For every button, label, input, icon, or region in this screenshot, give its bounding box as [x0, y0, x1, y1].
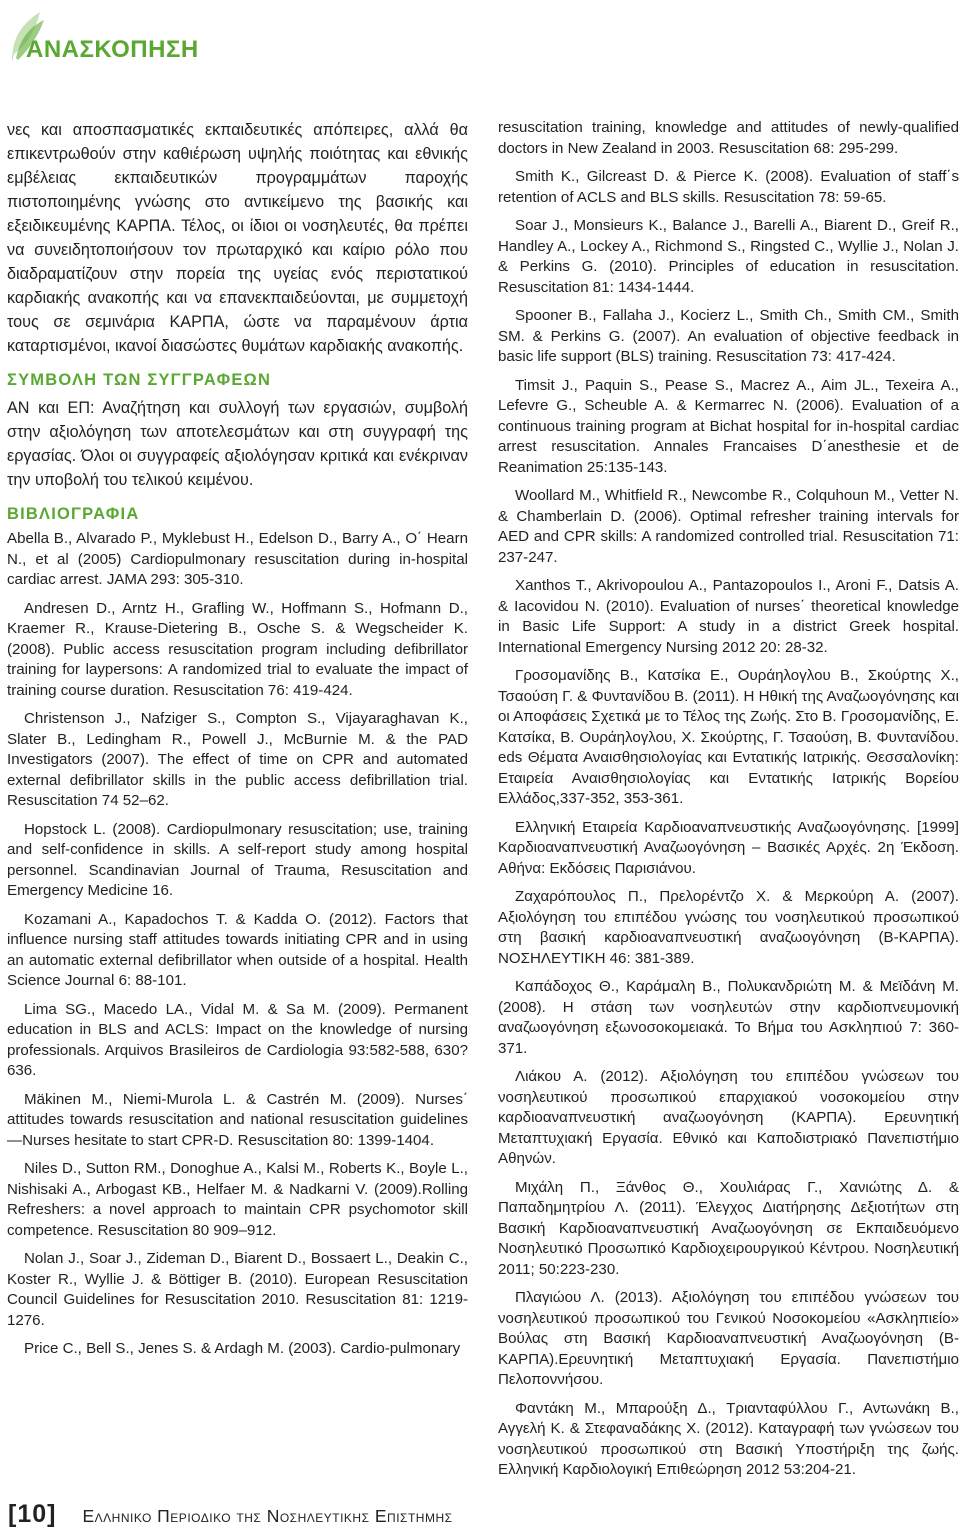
reference-item: Price C., Bell S., Jenes S. & Ardagh M. (2003). Cardio-pulmonary — [24, 1340, 461, 1357]
intro-paragraph: νες και αποσπασματικές εκπαιδευτικές απόπειρες, αλλά θα επικεντρωθούν στην καθιέρωση υψηλής ποιότητας και εθνικής εμβέλειας εκπαιδευτικών προγραμμάτων παροχής πιστοποιημένης γνώσης στο αντικείμενο της βασικής και εξειδικευμένης ΚΑΡΠΑ. Τέλος, οι ίδιοι οι νοσηλευτές, θα πρέπει να συνειδητοποιήσουν τον πρωταρχικό και καίριο ρόλο που διαδραματίζουν στην πορεία της υγείας ενός περιστατικού καρδιακής ανακοπής και να επανεκπαιδεύονται, με συμμετοχή τους σε σεμινάρια ΚΑΡΠΑ, ώστε να παραμένουν άρτια καταρτισμένοι, ικανοί διασώστες θυμάτων καρδιακής ανακοπής. — [7, 121, 468, 355]
reference-item: Xanthos T., Akrivopoulou A., Pantazopoulos I., Aroni F., Datsis A. & Iacovidou N. (2010). Evaluation of nurses΄ theoretical knowledge in Basic Life Support: A study in a district Greek hospital. International Emergency Nursing 2012 20: 28-32. — [498, 577, 959, 656]
reference-item: Πλαγιώου Λ. (2013). Αξιολόγηση του επιπέδου γνώσεων του νοσηλευτικού προσωπικού του Γενικού Νοσοκομείου «Ασκληπιείο» Βούλας στη Βασική Καρδιοαναπνευστική Αναζωογόνηση (Β-ΚΑΡΠΑ).Ερευνητική Μεταπτυχιακή Εργασία. Πανεπιστήμιο Πελοποννήσου. — [498, 1289, 959, 1388]
reference-item: Lima SG., Macedo LA., Vidal M. & Sa M. (2009). Permanent education in BLS and ACLS: Impact on the knowledge of nursing professionals. Arquivos Brasileiros de Cardiologia 93:582-588, 630?636. — [7, 1000, 468, 1079]
reference-item: Soar J., Monsieurs K., Balance J., Barelli A., Biarent D., Greif R., Handley A., Lockey A., Richmond S., Ringsted C., Wyllie J., Nolan J. & Perkins G. (2010). Principles of education in resuscitation. Resuscitation 81: 1434-1444. — [498, 217, 959, 296]
reference-item: Λιάκου Α. (2012). Αξιολόγηση του επιπέδου γνώσεων του νοσηλευτικού προσωπικού επαρχιακού νοσοκομείου στην καρδιοαναπνευστική αναζωογόνηση (ΚΑΡΠΑ). Ερευνητική Μεταπτυχιακή Εργασία. Εθνικό και Καποδιστριακό Πανεπιστήμιο Αθηνών. — [498, 1068, 959, 1167]
reference-item: Γροσομανίδης Β., Κατσίκα Ε., Ουράηλογλου Β., Σκούρτης Χ., Τσαούση Γ. & Φυντανίδου Β. (2011). Η Ηθική της Αναζωογόνησης και οι Αποφάσεις Σχετικά με το Τέλος της Ζωής. Στο Β. Γροσομανίδης, Ε. Κατσίκα, Β. Ουράηλογλου, Χ. Σκούρτης, Γ. Τσαούση, Β. Φυντανίδου. eds Θέματα Αναισθησιολογίας και Εντατικής Ιατρικής. Θεσσαλονίκη: Εταιρεία Αναισθησιολογίας και Εντατικής Ιατρικής Βορείου Ελλάδος,337-352, 353-361. — [498, 667, 959, 807]
left-column — [7, 118, 468, 1368]
reference-item: Christenson J., Nafziger S., Compton S., Vijayaraghavan K., Slater B., Ledingham R., Powell J., McBurnie M. & the PAD Investigators (2007). The effect of time on CPR and automated external defibrillator skills in the public access defibrillation trial. Resuscitation 74 52–62. — [7, 710, 468, 809]
journal-title: Ελληνικο Περιοδικο της Νοσηλευτικης Επιστημης — [82, 1506, 453, 1526]
reference-item: Smith K., Gilcreast D. & Pierce K. (2008). Evaluation of staff΄s retention of ACLS and BLS skills. Resuscitation 78: 59-65. — [498, 168, 959, 206]
contrib-heading: ΣΥΜΒΟΛΗ ΤΩΝ ΣΥΓΓΡΑΦΕΩΝ — [7, 371, 272, 389]
reference-item: Φαντάκη Μ., Μπαρούξη Δ., Τριανταφύλλου Γ., Αντωνάκη Β., Αγγελή Κ. & Στεφαναδάκης Χ. (2012). Καταγραφή των γνώσεων του νοσηλευτικού προσωπικού στη Βασική Υποστήριξη της ζωής. Ελληνική Καρδιολογική Επιθεώρηση 2012 53:204-21. — [498, 1399, 959, 1478]
reference-item: Niles D., Sutton RM., Donoghue A., Kalsi M., Roberts K., Boyle L., Nishisaki A., Arbogast KB., Helfaer M. & Nadkarni V. (2009).Rolling Refreshers: a novel approach to maintain CPR psychomotor skill competence. Resuscitation 80 909–912. — [7, 1160, 468, 1239]
reference-item: Timsit J., Paquin S., Pease S., Macrez A., Aim JL., Texeira A., Lefevre G., Scheuble A. & Kermarrec N. (2006). Evaluation of a continuous training program at Bichat hospital for in-hospital cardiac arrest resuscitation. Annales Francaises D΄anesthesie et de Reanimation 25:135-143. — [498, 376, 959, 476]
reference-item: Καπάδοχος Θ., Καράμαλη Β., Πολυκανδριώτη Μ. & Μεϊδάνη Μ. (2008). Η στάση των νοσηλευτών στην καρδιοπνευμονική αναζωογόνηση εξωνοσοκομειακά. Το Βήμα του Ασκληπιού 7: 360-371. — [498, 978, 959, 1057]
reference-continuation: resuscitation training, knowledge and attitudes of newly-qualified doctors in New Zealand in 2003. Resuscitation 68: 295-299. — [498, 119, 959, 157]
reference-item: Hopstock L. (2008). Cardiopulmonary resuscitation; use, training and self-confidence in skills. A self-report study among hospital personnel. Scandinavian Journal of Trauma, Resuscitation and Emergency Medicine 16. — [7, 820, 468, 899]
page-footer — [8, 1500, 453, 1529]
reference-item: Spooner B., Fallaha J., Kocierz L., Smith Ch., Smith CM., Smith SM. & Perkins G. (2007). An evaluation of objective feedback in basic life support (BLS) training. Resuscitation 73: 417-424. — [498, 307, 959, 365]
references-heading: ΒΙΒΛΙΟΓΡΑΦΙΑ — [7, 504, 140, 523]
reference-item: Ζαχαρόπουλος Π., Πρελορέντζο Χ. & Μερκούρη Α. (2007). Αξιολόγηση του επιπέδου γνώσης του νοσηλευτικού προσωπικού στη βασική καρδιοαναπνευστική αναζωογόνηση (Β-ΚΑΡΠΑ). ΝΟΣΗΛΕΥΤΙΚΗ 46: 381-389. — [498, 888, 959, 967]
reference-item: Abella B., Alvarado P., Myklebust H., Edelson D., Barry A., O΄ Hearn N., et al (2005) Cardiopulmonary resuscitation during in-hospital cardiac arrest. JAMA 293: 305-310. — [7, 530, 468, 588]
contrib-paragraph: ΑΝ και ΕΠ: Αναζήτηση και συλλογή των εργασιών, συμβολή στην αξιολόγηση των αποτελεσμάτων και στη συγγραφή της εργασίας. Όλοι οι συγγραφείς αξιολόγησαν κριτικά και ενέκριναν την υποβολή του τελικού κειμένου. — [7, 398, 468, 489]
reference-item: Kozamani A., Kapadochos T. & Kadda O. (2012). Factors that influence nursing staff attitudes towards initiating CPR and in using an automatic external defibrillator when outside of a hospital. Health Science Journal 6: 88-101. — [7, 910, 468, 989]
reference-item: Mäkinen M., Niemi-Murola L. & Castrén M. (2009). Nurses΄ attitudes towards resuscitation and national resuscitation guidelines—Nurses hesitate to start CPR-D. Resuscitation 80: 1399-1404. — [7, 1090, 468, 1149]
page-number: [10] — [8, 1500, 57, 1528]
reference-item: Ελληνική Εταιρεία Καρδιοαναπνευστικής Αναζωογόνησης. [1999] Καρδιοαναπνευστική Αναζωογόνηση – Βασικές Αρχές. 2η Έκδοση. Αθήνα: Εκδόσεις Παρισιάνου. — [498, 818, 959, 877]
reference-item: Μιχάλη Π., Ξάνθος Θ., Χουλιάρας Γ., Χανιώτης Δ. & Παπαδημητρίου Λ. (2011). Έλεγχος Διατήρησης Δεξιοτήτων στη Βασική Καρδιοαναπνευστική Αναζωογόνηση σε Εκπαιδευόμενο Νοσηλευτικό Προσωπικό Καρδιοχειρουργικού Κέντρου. Νοσηλευτική 2011; 50:223-230. — [498, 1178, 959, 1278]
reference-item: Andresen D., Arntz H., Grafling W., Hoffmann S., Hofmann D., Kraemer R., Krause-Dietering B., Osche S. & Wegscheider K. (2008). Public access resuscitation program including defibrillator training for laypersons: A randomized trial to evaluate the impact of training course duration. Resuscitation 76: 419-424. — [7, 599, 468, 699]
section-title: ΑΝΑΣΚΟΠΗΣΗ — [26, 36, 199, 63]
right-column — [498, 118, 959, 1489]
reference-item: Nolan J., Soar J., Zideman D., Biarent D., Bossaert L., Deakin C., Koster R., Wyllie J. & Böttiger B. (2010). European Resuscitation Council Guidelines for Resuscitation 2010. Resuscitation 81: 1219-1276. — [7, 1250, 468, 1329]
reference-item: Woollard M., Whitfield R., Newcombe R., Colquhoun M., Vetter N. & Chamberlain D. (2006). Optimal refresher training intervals for AED and CPR skills: A randomized controlled trial. Resuscitation 71: 237-247. — [498, 487, 959, 566]
